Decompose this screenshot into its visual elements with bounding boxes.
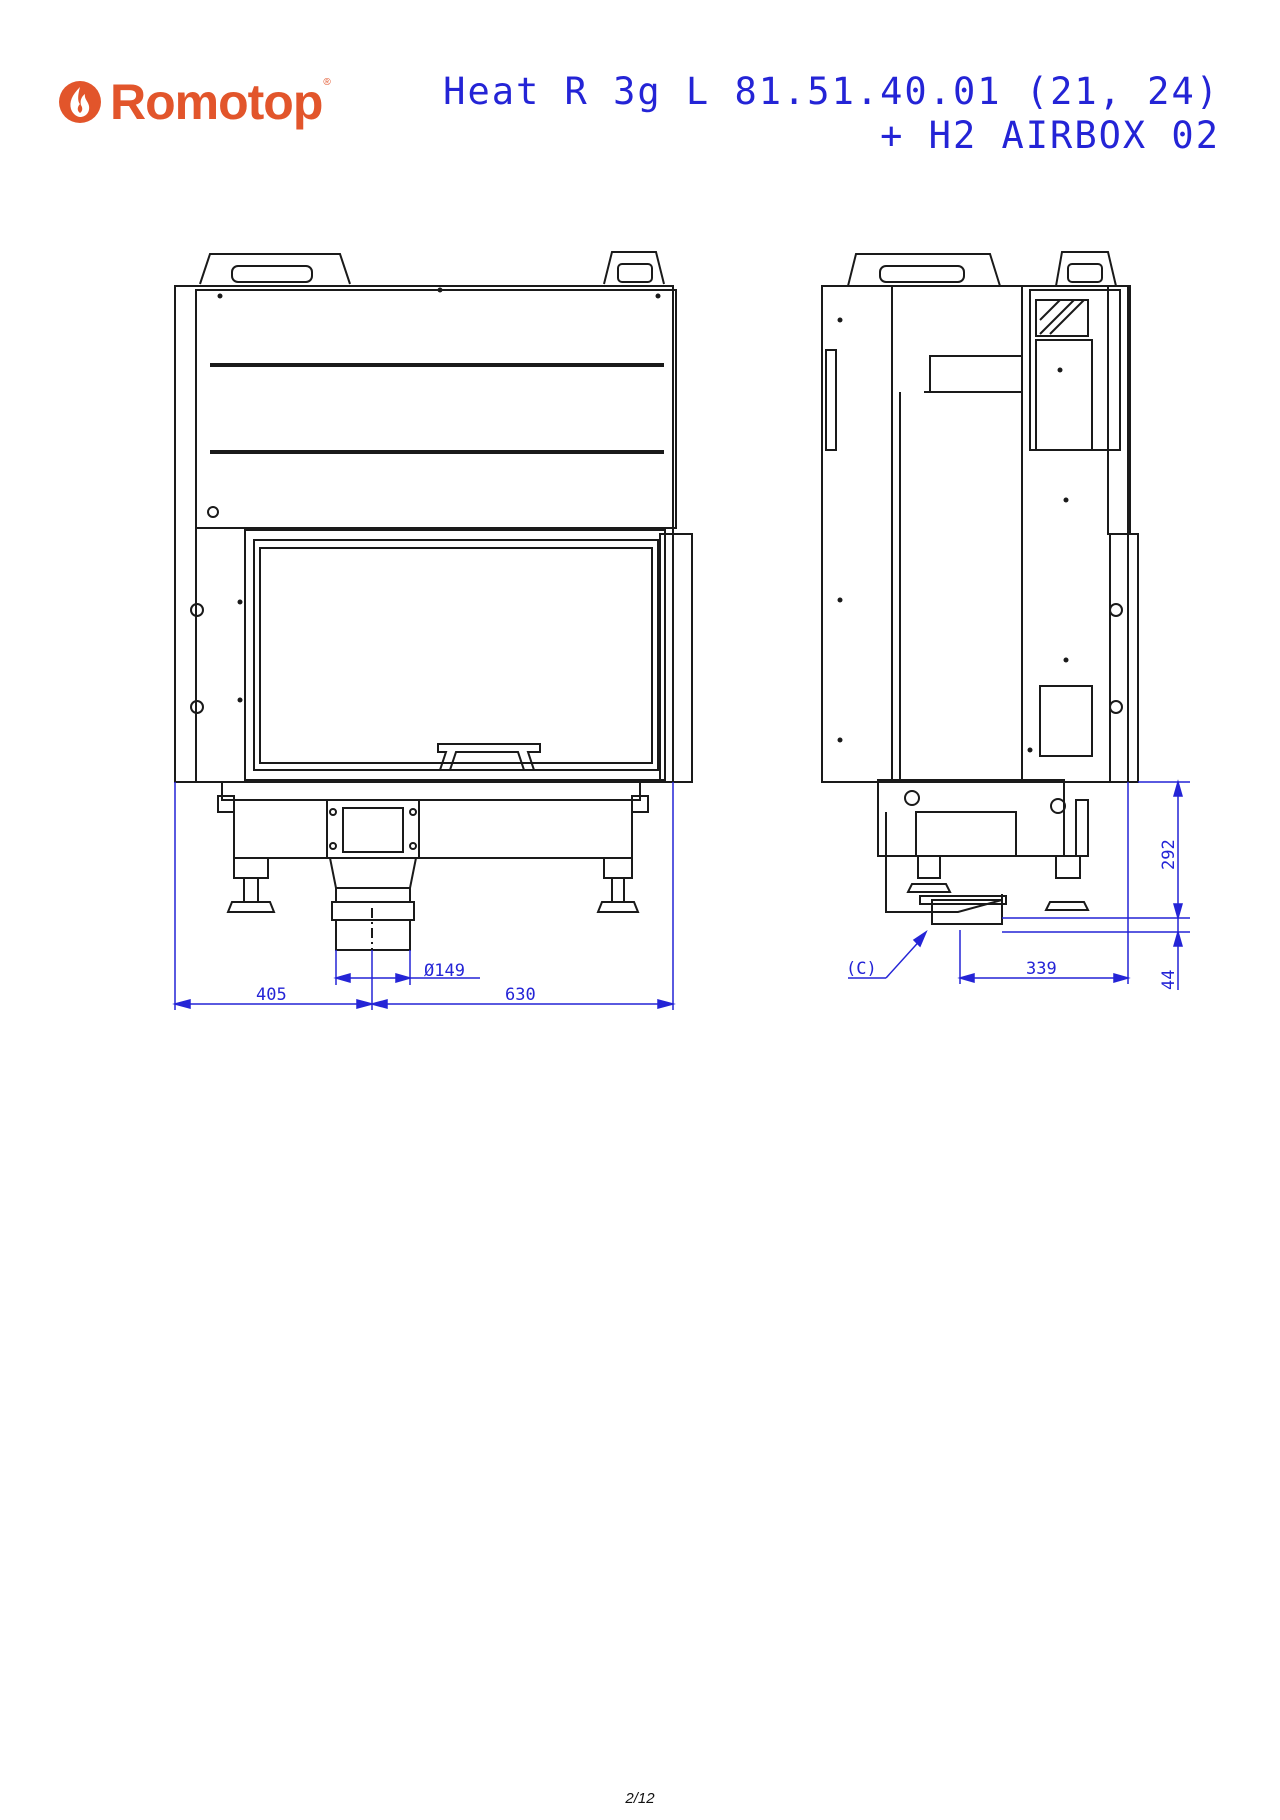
- marker-c: (C): [846, 959, 877, 979]
- side-view: [822, 252, 1138, 924]
- brand-name: Romotop: [110, 74, 323, 130]
- title-line-1: Heat R 3g L 81.51.40.01 (21, 24): [443, 70, 1220, 113]
- dim-total: 630: [505, 985, 536, 1005]
- page-number: 2/12: [625, 1790, 655, 1807]
- title-line-2: + H2 AIRBOX 02: [880, 114, 1220, 157]
- dim-left: 405: [256, 985, 287, 1005]
- registered-mark: ®: [323, 76, 331, 88]
- dim-depth: 339: [1026, 959, 1057, 979]
- front-view: [175, 252, 692, 950]
- dim-height: 292: [1159, 839, 1179, 870]
- dim-flue-diameter: Ø149: [424, 961, 465, 981]
- dim-bottom: 44: [1159, 969, 1179, 990]
